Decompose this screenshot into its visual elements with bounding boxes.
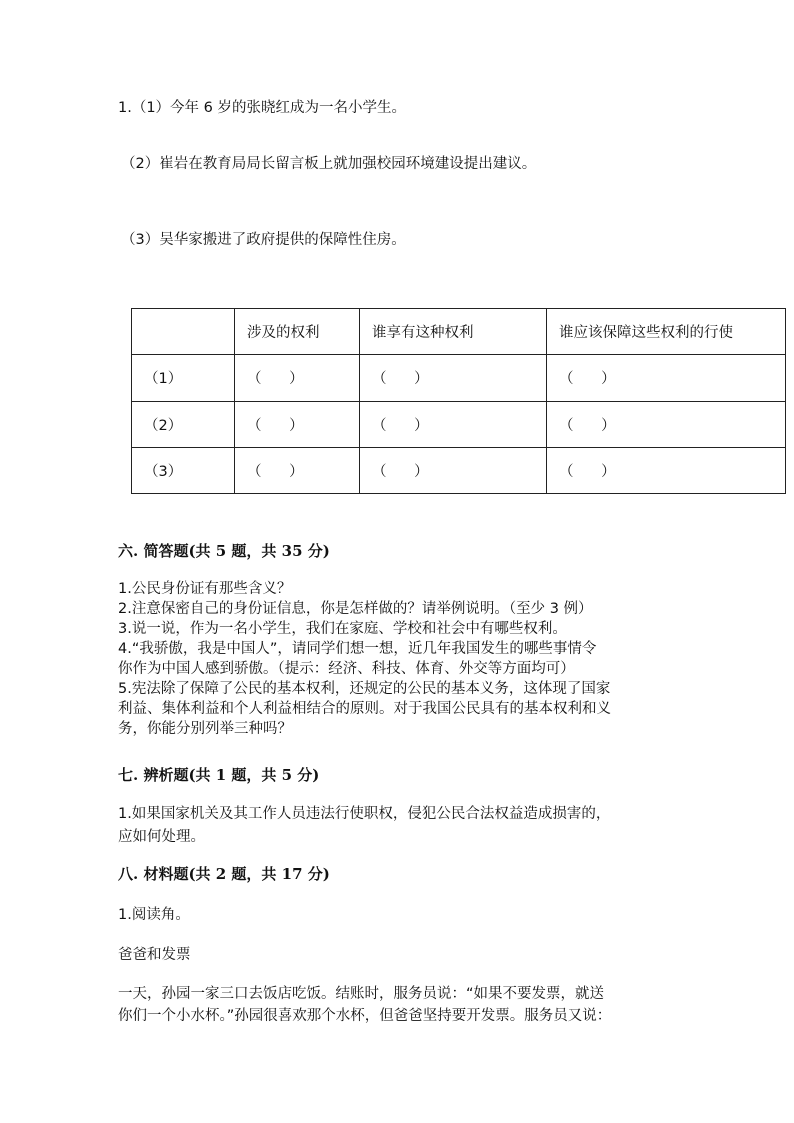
question-line: 应如何处理。 bbox=[118, 829, 205, 845]
section-8-heading: 八. 材料题(共 2 题，共 17 分) bbox=[118, 865, 330, 883]
q1-item-1: 1.（1）今年 6 岁的张晓红成为一名小学生。 bbox=[118, 100, 407, 116]
answer-blank[interactable]: （ ） bbox=[360, 355, 547, 401]
table-row bbox=[132, 355, 786, 401]
table-header-cell bbox=[132, 309, 235, 355]
rights-table bbox=[131, 308, 786, 494]
table-row bbox=[132, 447, 786, 493]
q1-item-3: （3）吴华家搬进了政府提供的保障性住房。 bbox=[121, 232, 406, 248]
q1-item-2: （2）崔岩在教育局局长留言板上就加强校园环境建设提出建议。 bbox=[121, 156, 537, 172]
table-header-cell: 涉及的权利 bbox=[235, 309, 360, 355]
answer-blank[interactable]: （ ） bbox=[547, 355, 786, 401]
table-header-row bbox=[132, 309, 786, 355]
section-6-body bbox=[118, 579, 611, 739]
table-header-cell: 谁享有这种权利 bbox=[360, 309, 547, 355]
table-row-label: （1） bbox=[132, 355, 235, 401]
question-line: 1.公民身份证有那些含义？ bbox=[118, 581, 292, 597]
question-line: 5.宪法除了保障了公民的基本权利，还规定的公民的基本义务，这体现了国家 bbox=[118, 681, 611, 697]
answer-blank[interactable]: （ ） bbox=[235, 355, 360, 401]
section-8-q1: 1.阅读角。 bbox=[118, 907, 190, 923]
question-line: 1.如果国家机关及其工作人员违法行使职权，侵犯公民合法权益造成损害的， bbox=[118, 806, 611, 822]
question-line: 3.说一说，作为一名小学生，我们在家庭、学校和社会中有哪些权利。 bbox=[118, 621, 567, 637]
answer-blank[interactable]: （ ） bbox=[547, 401, 786, 447]
table-row-label: （3） bbox=[132, 447, 235, 493]
section-7-body bbox=[118, 803, 610, 849]
answer-blank[interactable]: （ ） bbox=[235, 447, 360, 493]
story-title: 爸爸和发票 bbox=[118, 947, 191, 963]
question-line: 2.注意保密自己的身份证信息，你是怎样做的？请举例说明。（至少 3 例） bbox=[118, 601, 593, 617]
section-7-heading: 七. 辨析题(共 1 题，共 5 分) bbox=[118, 766, 320, 784]
table-row bbox=[132, 401, 786, 447]
story-line: 一天，孙园一家三口去饭店吃饭。结账时，服务员说：“如果不要发票，就送 bbox=[118, 986, 605, 1002]
story-body bbox=[118, 983, 611, 1027]
question-line: 利益、集体利益和个人利益相结合的原则。对于我国公民具有的基本权利和义 bbox=[118, 701, 611, 717]
table-row-label: （2） bbox=[132, 401, 235, 447]
answer-blank[interactable]: （ ） bbox=[360, 447, 547, 493]
question-line: 4.“我骄傲，我是中国人”，请同学们想一想，近几年我国发生的哪些事情令 bbox=[118, 641, 597, 657]
answer-blank[interactable]: （ ） bbox=[547, 447, 786, 493]
question-line: 你作为中国人感到骄傲。（提示：经济、科技、体育、外交等方面均可） bbox=[118, 661, 575, 677]
answer-blank[interactable]: （ ） bbox=[360, 401, 547, 447]
section-6-heading: 六. 简答题(共 5 题，共 35 分) bbox=[118, 542, 330, 560]
question-line: 务，你能分别列举三种吗？ bbox=[118, 721, 292, 737]
table-header-cell: 谁应该保障这些权利的行使 bbox=[547, 309, 786, 355]
story-line: 你们一个小水杯。”孙园很喜欢那个水杯，但爸爸坚持要开发票。服务员又说： bbox=[118, 1008, 612, 1024]
answer-blank[interactable]: （ ） bbox=[235, 401, 360, 447]
